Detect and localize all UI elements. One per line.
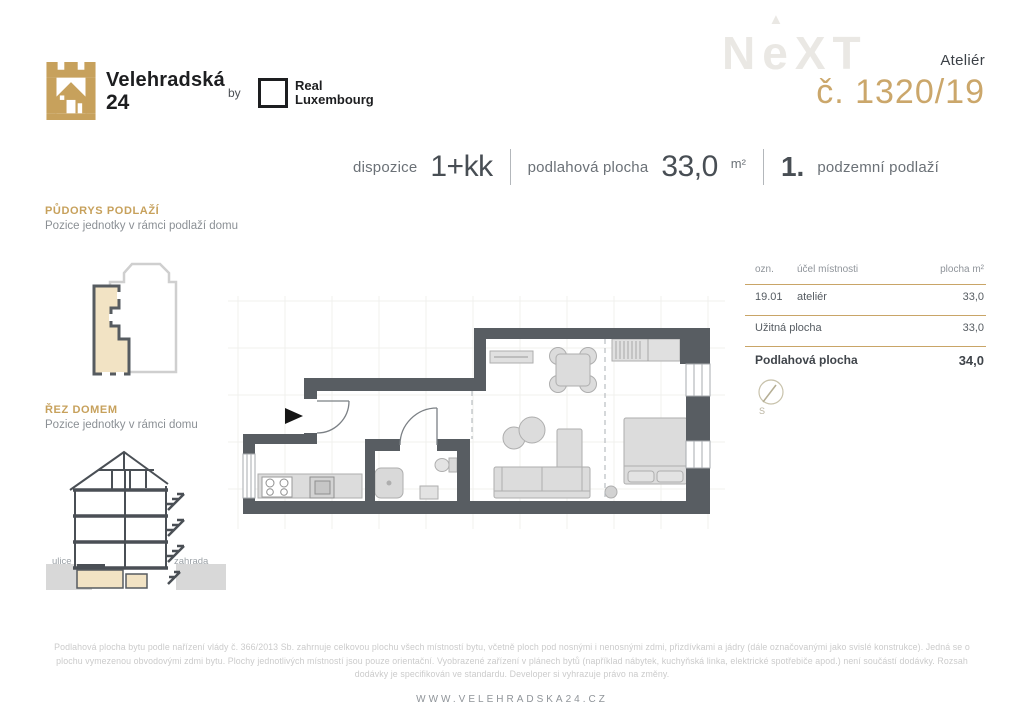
specs-header [300, 149, 992, 185]
window [243, 454, 255, 498]
brand-name [106, 70, 225, 113]
col-area: plocha m² [940, 264, 984, 275]
garden-label: zahrada [174, 556, 209, 567]
brand-title: Velehradská [106, 68, 225, 91]
floor-label: podzemní podlaží [817, 158, 939, 176]
door-gap [109, 314, 113, 321]
walls [75, 470, 166, 568]
building-section-view [46, 446, 226, 596]
rez-subtitle: Pozice jednotky v rámci domu [45, 419, 198, 431]
next-watermark [722, 11, 868, 80]
toilet-bowl [435, 459, 449, 472]
floor-value: 1. [780, 151, 805, 182]
sink [420, 486, 438, 499]
armchair [519, 417, 545, 443]
street-label: ulice [52, 556, 72, 567]
by-label: by [228, 86, 241, 100]
dispozice-value: 1+kk [430, 150, 493, 183]
divider [510, 149, 511, 185]
cooktop [262, 477, 292, 497]
door-gap [117, 292, 121, 299]
window [686, 441, 710, 468]
floorplan [228, 296, 725, 529]
door-gap [102, 372, 110, 376]
dining-table [556, 354, 590, 386]
brand-number: 24 [106, 90, 130, 114]
table-header-row [745, 260, 986, 284]
watermark-n: N [722, 27, 763, 79]
castle-icon [46, 62, 96, 120]
rez-section-header [45, 404, 198, 431]
window [686, 364, 710, 396]
partner-square-icon [258, 78, 288, 108]
partner-line2: Luxembourg [295, 92, 374, 107]
basement-unit-highlight [77, 570, 123, 588]
partner-logo [258, 78, 374, 108]
floor-slabs [73, 490, 168, 568]
uzitna-row [745, 316, 986, 346]
uzitna-label: Užitná plocha [755, 322, 822, 334]
table-row [745, 285, 986, 315]
pillow [628, 471, 654, 482]
compass-letter: S [759, 406, 766, 416]
brand-logo [46, 62, 225, 120]
pudorys-title: PŮDORYS PODLAŽÍ [45, 205, 160, 217]
divider [763, 149, 764, 185]
uzitna-value: 33,0 [962, 322, 984, 334]
podlahova-value: 34,0 [958, 353, 984, 368]
pudorys-subtitle: Pozice jednotky v rámci podlaží domu [45, 220, 239, 232]
plant [605, 486, 617, 498]
bathroom-door [400, 408, 437, 445]
plocha-unit: m² [730, 155, 746, 171]
col-purpose: účel místnosti [797, 264, 859, 275]
ground-right [176, 564, 226, 590]
podlahova-label: Podlahová plocha [755, 353, 858, 367]
watermark-xt: XT [794, 27, 868, 79]
entry-door [317, 401, 349, 433]
basement-unit-highlight [126, 574, 147, 588]
basement-ceiling [77, 564, 105, 569]
room-area: 33,0 [962, 291, 984, 303]
room-name: ateliér [797, 291, 827, 303]
caret-icon: ▲ [768, 11, 784, 28]
partner-name [295, 79, 374, 106]
wardrobe [612, 339, 680, 361]
partner-line1: Real [295, 78, 323, 94]
unit-number: č. 1320/19 [816, 73, 985, 111]
roof [70, 452, 168, 490]
plocha-label: podlahová plocha [527, 158, 649, 176]
website-footer: WWW.VELEHRADSKA24.CZ [416, 694, 608, 705]
dispozice-label: dispozice [353, 158, 418, 176]
room-ozn: 19.01 [755, 291, 783, 303]
podlahova-row [745, 347, 986, 377]
col-ozn: ozn. [755, 264, 774, 275]
door-gap [116, 372, 124, 376]
unit-type-label: Ateliér [940, 52, 985, 69]
floor-position-minimap [70, 246, 190, 391]
area-table [745, 260, 986, 377]
rez-title: ŘEZ DOMEM [45, 404, 118, 416]
plocha-value: 33,0 [661, 150, 718, 183]
compass-icon [752, 376, 788, 420]
toilet-tank [449, 458, 457, 472]
disclaimer-text: Podlahová plocha bytu podle nařízení vlády č. 366/2013 Sb. zahrnuje celkovou plochu všech místností bytu, včetně ploch pod nosnými i nenosnými zdmi, přizdívkami a jádry (dále označovanými jako svislé konstrukce). Jedná se o plochu vymezenou obvodovými zdmi bytu. Plochy jednotlivých místností jsou pouze orientační. Vyobrazené zařízení v plánech bytů (například nábytek, kuchyňská linka, elektrické spotřebiče apod.) není součástí dodávky. Rozsah dodávky je specifikován ve standardu. Developer si vyhrazuje právo na změny. [54, 642, 970, 680]
pillow [657, 471, 683, 482]
entrance-arrow-icon [285, 408, 303, 424]
oven-door [315, 481, 330, 494]
watermark-e: ▲ e [762, 11, 795, 79]
pudorys-section-header [45, 205, 238, 232]
shower-drain [387, 481, 391, 485]
